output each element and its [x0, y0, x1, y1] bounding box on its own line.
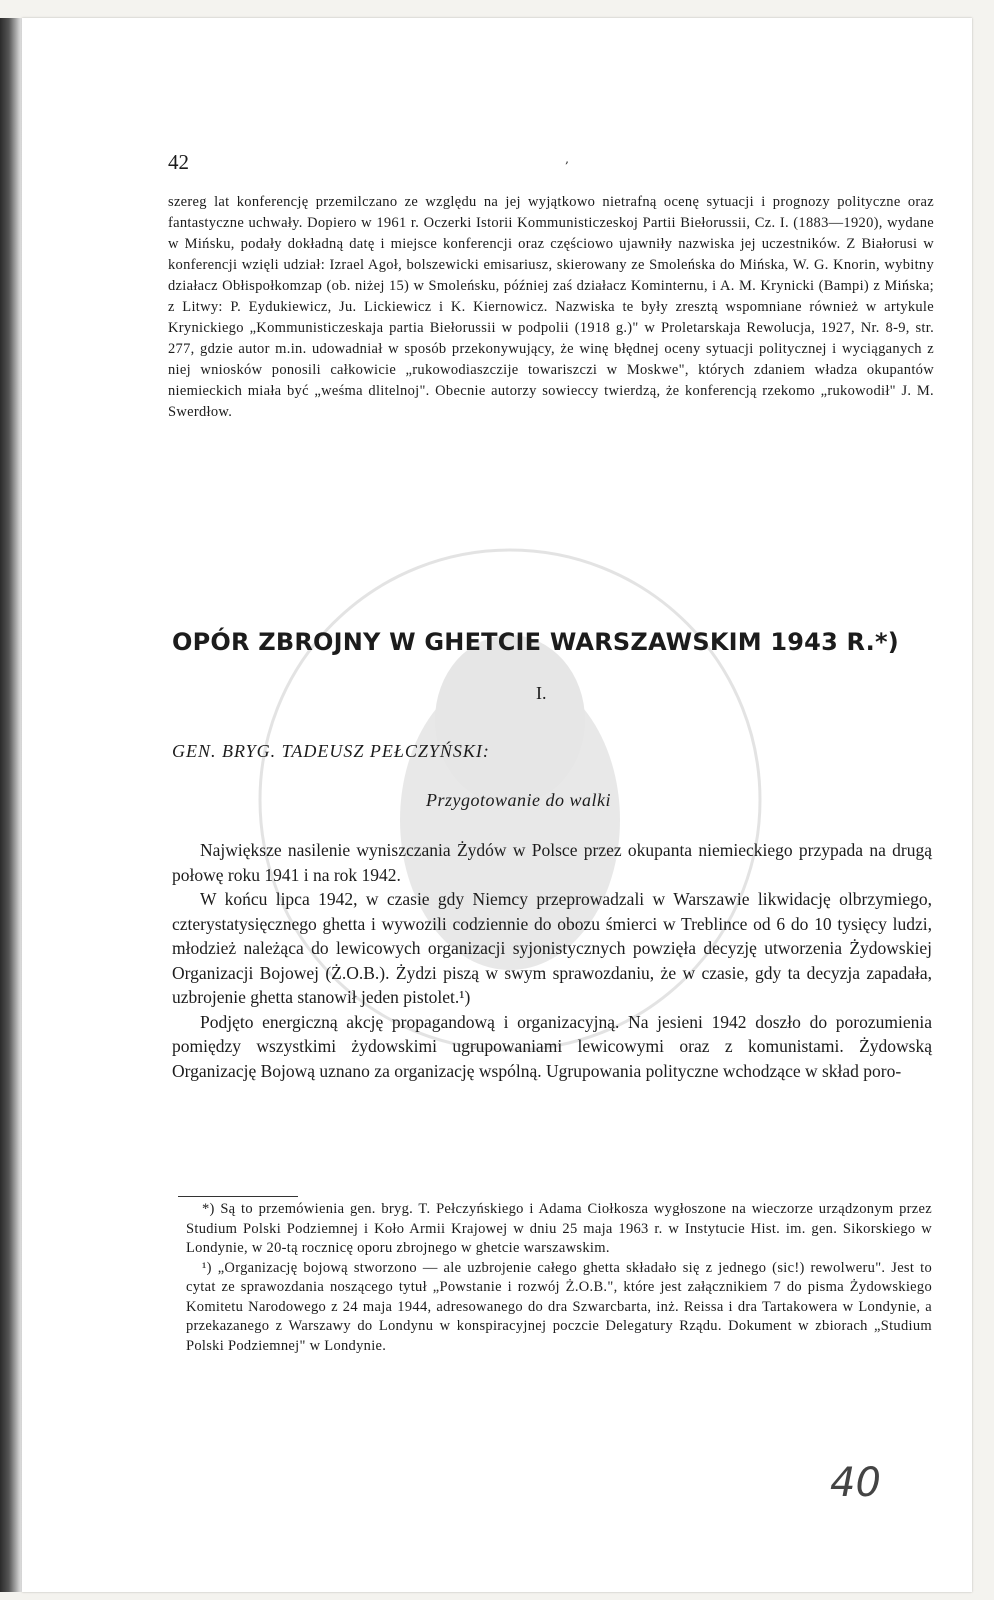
intro-paragraph-text: szereg lat konferencję przemilczano ze względu na jej wyjątkowo nietrafną ocenę sytuacji i prognozy polityczne oraz fantastyczne uchwały. Dopiero w 1961 r. Oczerki Istorii Kommunisticzeskoj Partii Biełorussii, Cz. I. (1883—1920), wydane w Mińsku, podały dokładną datę i miejsce konferencji oraz częściowo ujawniły nazwiska jej uczestników. Z Białorusi w konferencji wzięli udział: Izrael Agoł, bolszewicki emisariusz, skierowany ze Smoleńska do Mińska, W. G. Knorin, wybitny działacz Obłispołkomzap (ob. niżej 15) w Smoleńsku, później zaś działacz Kominternu, i A. M. Krynicki (Bampi) z Mińska; z Litwy: P. Eydukiewicz, Ju. Lickiewicz i K. Kiernowicz. Nazwiska te były zresztą wspomniane również w artykule Krynickiego „Kommunisticzeskaja partia Biełorussii w podpolii (1918 g.)" w Proletarskaja Rewolucja, 1927, Nr. 8-9, str. 277, gdzie autor m.in. udowadniał w sposób przekonywujący, że winę błędnej oceny sytuacji politycznej i wyciąganych z niej wniosków ponosili całkowicie „rukowodiaszczije towariszczi w Moskwe", których zdaniem władza okupantów niemieckich miała być „weśma dlitelnoj". Obecnie autorzy sowieccy twierdzą, że konferencją rzekomo „rukowodił" J. M. Swerdłow.	[168, 194, 934, 420]
handwritten-page-number: 40	[830, 1460, 881, 1506]
section-numeral: I.	[536, 683, 547, 703]
intro-paragraph	[168, 192, 934, 423]
footnote: *) Są to przemówienia gen. bryg. T. Pełczyńskiego i Adama Ciołkosza wygłoszone na wieczorze urządzonym przez Studium Polski Podziemnej i Koło Armii Krajowej w dniu 25 maja 1963 r. w Instytucie Hist. im. gen. Sikorskiego w Londynie, w 20-tą rocznicę oporu zbrojnego w ghetcie warszawskim.	[186, 1201, 932, 1256]
stray-mark: ‚	[565, 152, 569, 166]
article-heading: OPÓR ZBROJNY W GHETCIE WARSZAWSKIM 1943 R.*)	[172, 628, 899, 656]
section-subtitle: Przygotowanie do walki	[426, 790, 611, 810]
body-text	[172, 838, 932, 1083]
page-number: 42	[168, 150, 189, 174]
footnote-rule	[178, 1196, 298, 1197]
author-name: GEN. BRYG. TADEUSZ PEŁCZYŃSKI:	[172, 741, 490, 761]
body-paragraph: Podjęto energiczną akcję propagandową i organizacyjną. Na jesieni 1942 doszło do porozumienia pomiędzy wszystkimi żydowskimi ugrupowaniami lewicowymi oraz z komunistami. Żydowską Organizację Bojową uznano za organizację wspólną. Ugrupowania polityczne wchodzące w skład poro-	[172, 1011, 932, 1081]
footnotes	[186, 1200, 932, 1356]
body-paragraph: Największe nasilenie wyniszczania Żydów w Polsce przez okupanta niemieckiego przypada na drugą połowę roku 1941 i na rok 1942.	[172, 840, 932, 885]
footnote: ¹) „Organizację bojową stworzono — ale uzbrojenie całego ghetta składało się z jednego (sic!) rewolweru". Jest to cytat ze sprawozdania noszącego tytuł „Powstanie i rozwój Ż.O.B.", które jest załącznikiem 7 do pisma Żydowskiego Komitetu Narodowego z 24 maja 1944, adresowanego do dra Szwarcbarta, inż. Reissa i dra Tartakowera w Londynie, a przekazanego z Warszawy do Londynu w konspiracyjnej poczcie Delegatury Rządu. Dokument w zbiorach „Studium Polski Podziemnej" w Londynie.	[186, 1259, 932, 1354]
book-spine-shadow	[0, 18, 22, 1592]
body-paragraph: W końcu lipca 1942, w czasie gdy Niemcy przeprowadzali w Warszawie likwidację olbrzymiego, czterystatysięcznego ghetta i wywozili codziennie do obozu śmierci w Treblince od 6 do 10 tysięcy ludzi, młodzież należąca do lewicowych organizacji syjonistycznych powzięła decyzję utworzenia Żydowskiej Organizacji Bojowej (Ż.O.B.). Żydzi piszą w swym sprawozdaniu, że w czasie, gdy ta decyzja zapadała, uzbrojenie ghetta stanowił jeden pistolet.¹)	[172, 889, 932, 1007]
